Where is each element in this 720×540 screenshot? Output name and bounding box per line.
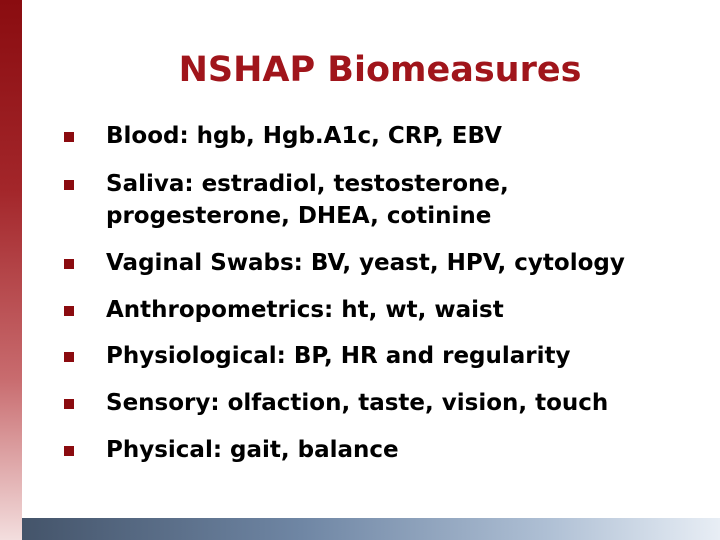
square-bullet-icon (64, 352, 74, 362)
bullet-text: Sensory: olfaction, taste, vision, touch (106, 390, 609, 416)
square-bullet-icon (64, 446, 74, 456)
bullet-item-physical (0, 434, 640, 468)
bullet-text: Blood: hgb, Hgb.A1c, CRP, EBV (106, 123, 502, 149)
bullet-item-vaginal-swabs (0, 247, 640, 281)
bullet-item-saliva (0, 168, 640, 232)
bullet-item-physiological (0, 340, 640, 374)
bullet-item-blood (0, 120, 640, 154)
bullet-text: Physical: gait, balance (106, 437, 399, 463)
square-bullet-icon (64, 132, 74, 142)
square-bullet-icon (64, 306, 74, 316)
bullet-item-sensory (0, 387, 640, 421)
bullet-text-line-2: progesterone, DHEA, cotinine (106, 203, 492, 229)
bottom-accent-bar (22, 518, 720, 540)
bullet-text: Anthropometrics: ht, wt, waist (106, 297, 504, 323)
square-bullet-icon (64, 399, 74, 409)
slide-title: NSHAP Biomeasures (178, 50, 582, 90)
square-bullet-icon (64, 259, 74, 269)
bullet-item-anthropometrics (0, 294, 640, 328)
bullet-text: Physiological: BP, HR and regularity (106, 343, 571, 369)
square-bullet-icon (64, 180, 74, 190)
bullet-text-line-1: Saliva: estradiol, testosterone, (106, 171, 509, 197)
bullet-text: Vaginal Swabs: BV, yeast, HPV, cytology (106, 250, 625, 276)
